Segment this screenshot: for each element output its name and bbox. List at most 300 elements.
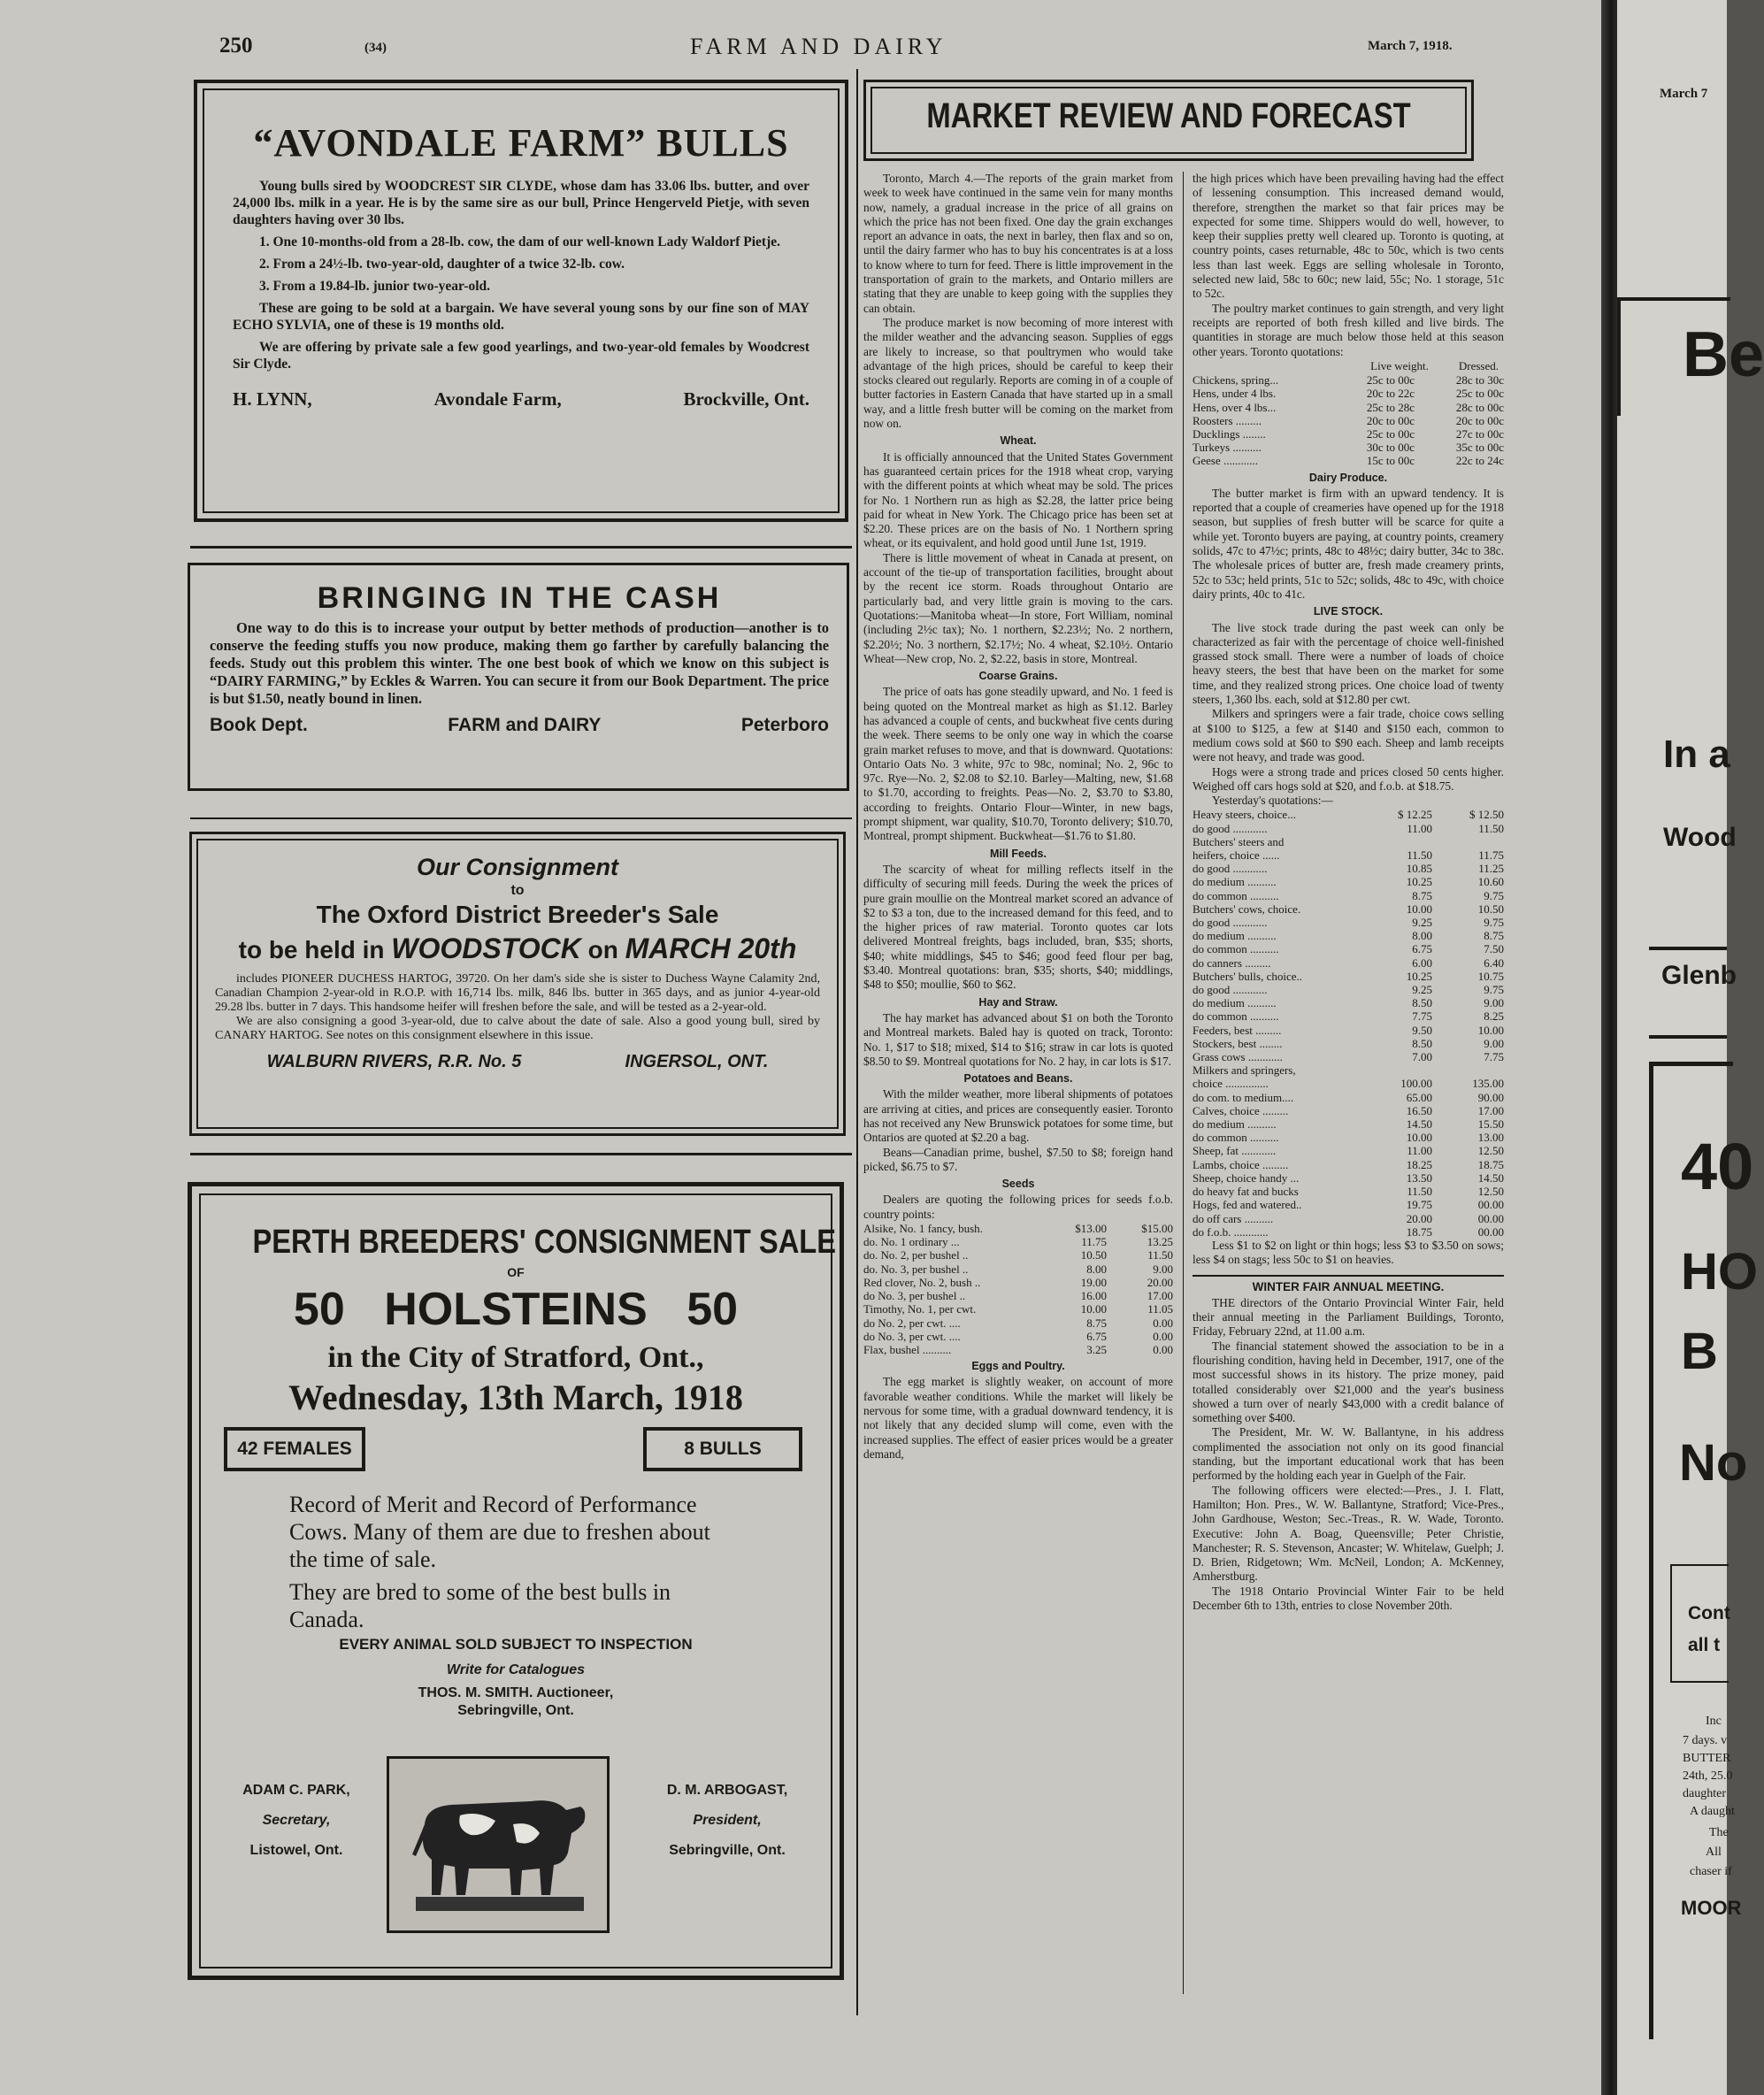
market-column-1 bbox=[863, 172, 1173, 1994]
quote-value: 16.50 bbox=[1406, 1103, 1432, 1117]
quote-value: 135.00 bbox=[1472, 1077, 1504, 1091]
quote-value: 12.50 bbox=[1477, 1185, 1504, 1199]
quote-row bbox=[1193, 1024, 1504, 1037]
right-cont: Cont bbox=[1688, 1603, 1730, 1623]
quote-label: Lambs, choice ......... bbox=[1193, 1157, 1289, 1171]
section-heading: Coarse Grains. bbox=[978, 670, 1058, 683]
section-heading: Hay and Straw. bbox=[978, 995, 1058, 1009]
right-24th: 24th, 25.0 bbox=[1683, 1769, 1733, 1783]
right-a-daughter: A daught bbox=[1690, 1805, 1735, 1818]
quote-value: 10.00 bbox=[1080, 1302, 1107, 1316]
winter-fair-text-1: THE directors of the Ontario Provincial Winter Fair, held their annual meeting in the Parliament Buildings, Toronto, Friday, February 22nd, at 11.00 a.m. bbox=[1193, 1295, 1504, 1339]
quote-value: 14.50 bbox=[1477, 1170, 1504, 1185]
oxford-body-2: We are also consigning a good 3-year-old, due to calve about the date of sale. Also a good young bull, sired by CANARY HARTOG. See notes on this consignment elsewhere in this issue. bbox=[215, 1015, 820, 1042]
quote-label: Grass cows ............ bbox=[1193, 1050, 1283, 1064]
quote-value: 28c to 30c bbox=[1455, 373, 1504, 388]
article-paragraph: The produce market is now becoming of more interest with the milder weather and the advancing season. Supplies of eggs are likely to increase, so that poultrymen who would take advantage of the high prices, should be careful to keep their stocks cleared out regularly. Reports are coming in of a couple of butter factories in Eastern Canada that have started up in a small way, and a little fresh butter will be coming on the market from now on. bbox=[863, 315, 1173, 431]
quote-row bbox=[1193, 1171, 1504, 1185]
quote-value: 9.00 bbox=[1484, 1036, 1504, 1050]
quote-value: 8.00 bbox=[1412, 929, 1432, 943]
oxford-line-2: to bbox=[510, 883, 525, 898]
quote-value: 11.50 bbox=[1147, 1248, 1173, 1262]
column-rule bbox=[1183, 172, 1184, 1994]
quote-row bbox=[1193, 929, 1504, 942]
quote-row bbox=[1193, 996, 1504, 1009]
avondale-ad bbox=[194, 80, 848, 522]
quote-label: Ducklings ........ bbox=[1193, 426, 1266, 441]
quote-row bbox=[863, 1276, 1173, 1289]
quote-label: do f.o.b. ............ bbox=[1193, 1224, 1269, 1239]
quote-value: 9.00 bbox=[1153, 1262, 1173, 1276]
dairy-text: The butter market is firm with an upward tendency. It is reported that a couple of creameries have opened up for the 1918 season, but supplies of fresh butter will be scarce for quite a while yet. Toronto buyers are paying, at country points, creamery solids, 47c to 47½c; prints, 48c to 48½c; dairy butter, 34c to 38c. The wholesale prices of butter are, fresh made creamery prints, 52c to 53c; held prints, 51c to 52c; solids, 48c to 49c, with choice dairy prints, 40c to 41c. bbox=[1193, 486, 1504, 601]
quote-label: do No. 2, per cwt. .... bbox=[863, 1316, 961, 1330]
quote-row bbox=[1193, 1077, 1504, 1090]
cash-sig-mid: FARM and DAIRY bbox=[448, 715, 602, 735]
quote-value: 22c to 24c bbox=[1455, 454, 1504, 468]
divider bbox=[190, 1153, 852, 1155]
quote-row bbox=[1193, 902, 1504, 916]
quote-label: do medium .......... bbox=[1193, 996, 1277, 1010]
quote-label: Flax, bushel .......... bbox=[863, 1342, 952, 1356]
quote-row bbox=[1193, 414, 1504, 427]
quote-value: 10.60 bbox=[1477, 875, 1504, 889]
quote-row bbox=[1193, 1050, 1504, 1063]
quote-value: 25c to 00c bbox=[1455, 387, 1504, 401]
right-chaser: chaser if bbox=[1690, 1865, 1732, 1878]
quote-value: 7.75 bbox=[1484, 1050, 1504, 1064]
oxford-sig-left: WALBURN RIVERS, R.R. No. 5 bbox=[266, 1052, 522, 1071]
quote-label: Calves, choice ......... bbox=[1193, 1103, 1289, 1117]
right-butter: BUTTER bbox=[1683, 1752, 1731, 1765]
article-paragraph: It is officially announced that the United States Government has guaranteed certain prices for the 1918 wheat crop, varying with the different points at which wheat may be sold. The prices for No. 1 Northern run as high as $2.28, the latter price being paid for wheat in New York. The Chicago price has been set at $2.20. These prices are on the basis of No. 1 Northern spring wheat, or its equivalent, and hold good until June 1st, 1919. bbox=[863, 449, 1173, 550]
perth-bulls-box: 8 BULLS bbox=[643, 1427, 802, 1471]
quote-value: 9.25 bbox=[1412, 983, 1432, 997]
right-page-fragment bbox=[1617, 0, 1764, 2095]
page-sub-number: (34) bbox=[364, 41, 387, 55]
quote-value: 13.50 bbox=[1406, 1170, 1432, 1185]
cash-sig-left: Book Dept. bbox=[210, 715, 308, 735]
live-stock-text-1: The live stock trade during the past week can only be characterized as fair with the percentage of choice well-finished grassed stock small. There were a number of loads of choice heavy steers, the best that have been on the market for some time, and they realized strong prices. One choice load of twenty steers, 1,360 lbs. each, sold at $12.80 per cwt. bbox=[1193, 620, 1504, 707]
quote-row bbox=[863, 1248, 1173, 1262]
oxford-line-4b: WOODSTOCK bbox=[391, 932, 581, 964]
quote-value: 11.25 bbox=[1478, 862, 1504, 876]
perth-catalogues: Write for Catalogues bbox=[446, 1662, 586, 1677]
quote-value: 35c to 00c bbox=[1455, 441, 1504, 455]
quote-value: 13.00 bbox=[1477, 1131, 1504, 1145]
quote-value: 19.00 bbox=[1080, 1275, 1107, 1289]
quote-label: heifers, choice ...... bbox=[1193, 848, 1280, 863]
right-all: All bbox=[1706, 1846, 1722, 1859]
cash-sig-right: Peterboro bbox=[740, 715, 829, 735]
quote-row bbox=[1193, 889, 1504, 902]
perth-num-left: 50 bbox=[293, 1284, 345, 1335]
quote-value: 7.75 bbox=[1412, 1009, 1432, 1024]
quote-label: Heavy steers, choice... bbox=[1193, 808, 1296, 822]
quote-label: do com. to medium.... bbox=[1193, 1090, 1294, 1104]
quote-value: 10.85 bbox=[1406, 862, 1432, 876]
quote-value: $13.00 bbox=[1075, 1222, 1107, 1236]
perth-inspection: EVERY ANIMAL SOLD SUBJECT TO INSPECTION bbox=[339, 1636, 693, 1653]
quote-value: 11.50 bbox=[1407, 848, 1432, 863]
perth-of: OF bbox=[507, 1265, 525, 1279]
poultry-table bbox=[1193, 373, 1504, 467]
perth-left-role: Secretary, bbox=[262, 1813, 331, 1828]
oxford-line-3: The Oxford District Breeder's Sale bbox=[316, 901, 719, 928]
quote-row bbox=[1193, 862, 1504, 875]
quote-value: $ 12.25 bbox=[1398, 808, 1432, 822]
oxford-line-4 bbox=[215, 932, 820, 965]
avondale-sig-name: H. LYNN, bbox=[233, 388, 312, 410]
quote-row bbox=[863, 1262, 1173, 1276]
perth-left-place: Listowel, Ont. bbox=[249, 1843, 343, 1858]
perth-num-right: 50 bbox=[686, 1284, 739, 1335]
quote-row bbox=[1193, 1131, 1504, 1144]
quote-label: Milkers and springers, bbox=[1193, 1063, 1296, 1078]
quote-row bbox=[1193, 1144, 1504, 1157]
page-gutter bbox=[1601, 0, 1617, 2095]
quote-value bbox=[1361, 835, 1432, 848]
article-paragraph: The hay market has advanced about $1 on both the Toronto and Montreal markets. Baled hay is quoted on track, Toronto: No. 1, $17 to $18; mixed, $14 to $16; straw in car lots is quoted $8.50 to $9. Montreal quotations for No. 2 hay, in car lots is $17. bbox=[863, 1010, 1173, 1068]
quote-label: Butchers' bulls, choice.. bbox=[1193, 969, 1303, 983]
quote-value: 11.75 bbox=[1478, 848, 1504, 863]
quote-label: do common .......... bbox=[1193, 1009, 1279, 1024]
quote-row bbox=[1193, 983, 1504, 996]
perth-auctioneer-place: Sebringville, Ont. bbox=[457, 1703, 574, 1718]
article-paragraph: The scarcity of wheat for milling reflects itself in the difficulty of securing mill feeds. During the week the prices of pure grain moullie on the Montreal market scored an advance of $2 to $3 a ton, due to the increased demand for this feed, and to the higher prices of raw material. Toronto quotes car lots delivered Montreal freights, bags included, bran, $35; shorts, $40; white middlings, $45 to $46; good feed flour per bag, $3.40. Montreal quotations: bran, $35; shorts, $40; middlings, $48 to $50; moullie, $60 to $62. bbox=[863, 862, 1173, 992]
quote-value: 18.75 bbox=[1477, 1157, 1504, 1171]
column-rule bbox=[856, 69, 858, 2015]
quote-label: Hogs, fed and watered.. bbox=[1193, 1198, 1302, 1212]
issue-date: March 7, 1918. bbox=[1368, 39, 1453, 53]
quote-row bbox=[1193, 1158, 1504, 1171]
live-weight-header: Live weight. bbox=[1370, 358, 1429, 372]
quote-value: 11.05 bbox=[1147, 1302, 1173, 1316]
quote-value: $15.00 bbox=[1141, 1222, 1173, 1236]
quote-value: 3.25 bbox=[1086, 1342, 1107, 1356]
quote-value: 20c to 00c bbox=[1366, 413, 1415, 427]
quote-value: 10.50 bbox=[1080, 1248, 1107, 1262]
right-be: Be bbox=[1683, 319, 1764, 390]
quote-label: do common .......... bbox=[1193, 1131, 1279, 1145]
quote-value: 17.00 bbox=[1147, 1289, 1173, 1303]
quote-row bbox=[1193, 1104, 1504, 1117]
perth-auctioneer: THOS. M. SMITH. Auctioneer, bbox=[418, 1685, 614, 1700]
dressed-header: Dressed. bbox=[1458, 358, 1499, 372]
avondale-para-2: These are going to be sold at a bargain. We have several young sons by our fine son of MAY ECHO SYLVIA, one of these is 19 months old. bbox=[233, 301, 809, 333]
quote-value: 0.00 bbox=[1153, 1316, 1173, 1330]
quote-value: 20.00 bbox=[1147, 1275, 1173, 1289]
quote-value: $ 12.50 bbox=[1469, 808, 1504, 822]
section-heading: Potatoes and Beans. bbox=[963, 1072, 1073, 1086]
quote-value: 10.75 bbox=[1477, 969, 1504, 983]
quote-label: Butchers' cows, choice. bbox=[1193, 902, 1301, 916]
quote-label: do No. 3, per bushel .. bbox=[863, 1289, 966, 1303]
quote-label: do medium .......... bbox=[1193, 929, 1277, 943]
quote-row bbox=[1193, 848, 1504, 862]
article-paragraph: Beans—Canadian prime, bushel, $7.50 to $8; foreign hand picked, $6.75 to $7. bbox=[863, 1145, 1173, 1173]
quote-row bbox=[863, 1316, 1173, 1330]
quote-row bbox=[1193, 916, 1504, 929]
quote-value: 19.75 bbox=[1406, 1198, 1432, 1212]
quote-label: do good ............ bbox=[1193, 983, 1268, 997]
live-stock-text-2: Milkers and springers were a fair trade, choice cows selling at $100 to $125, a few at $140 and $150 each, common to medium cows sold at $60 to $90 each. Sheep and lamb receipts were not heavy, and trade was good. bbox=[1193, 707, 1504, 764]
quote-value: 8.00 bbox=[1086, 1262, 1107, 1276]
winter-fair-text-5: The 1918 Ontario Provincial Winter Fair to be held December 6th to 13th, entries to close November 20th. bbox=[1193, 1584, 1504, 1613]
quote-value: 10.25 bbox=[1406, 969, 1432, 983]
perth-holsteins: HOLSTEINS bbox=[384, 1284, 648, 1335]
quote-row bbox=[1193, 387, 1504, 400]
quote-row bbox=[1193, 441, 1504, 454]
quote-row bbox=[1193, 835, 1504, 848]
oxford-line-4a: to be held in bbox=[238, 936, 385, 963]
right-moor: MOOR bbox=[1681, 1897, 1742, 1919]
quote-label: Chickens, spring... bbox=[1193, 373, 1279, 388]
right-header: March 7 bbox=[1660, 87, 1708, 101]
poultry-table-header bbox=[1193, 359, 1504, 373]
quote-label: do No. 3, per cwt. .... bbox=[863, 1329, 961, 1343]
page-number: 250 bbox=[219, 34, 253, 58]
quote-value: 20c to 22c bbox=[1366, 387, 1415, 401]
article-paragraph: The price of oats has gone steadily upward, and No. 1 feed is being quoted on the Montreal market as high as $1.12. Barley has advanced a couple of cents, and buckwheat five cents during the week. There seems to be only one way in which the coarse grain market refuses to move, and that is downward. Quotations: Ontario Oats No. 3 white, 97c to 98c, nominal; No. 2, 96c to 97c. Rye—No. 2, $2.08 to $2.10. Barley—Malting, new, $1.68 to $1.70, according to freights. Peas—No. 2, $3.70 to $3.80, according to freights. Ontario Flour—Winter, in new bags, prompt shipment, war quality, $10.70, Toronto delivery; $10.70, Montreal, prompt shipment. Buckwheat—$1.76 to $1.80. bbox=[863, 685, 1173, 843]
right-allt: all t bbox=[1688, 1635, 1721, 1655]
quote-label: do good ............ bbox=[1193, 916, 1268, 930]
quote-value: 8.50 bbox=[1412, 1036, 1432, 1050]
quote-value: 30c to 00c bbox=[1366, 441, 1415, 455]
quote-value: 9.50 bbox=[1412, 1023, 1432, 1037]
quote-value: 100.00 bbox=[1400, 1077, 1432, 1091]
quote-value: 13.25 bbox=[1147, 1235, 1173, 1249]
quote-value: 6.00 bbox=[1412, 955, 1432, 970]
quote-value: 11.50 bbox=[1407, 1185, 1432, 1199]
winter-fair-heading: WINTER FAIR ANNUAL MEETING. bbox=[1193, 1275, 1504, 1294]
perth-ad bbox=[188, 1182, 844, 1980]
quote-row bbox=[1193, 1117, 1504, 1131]
perth-city: in the City of Stratford, Ont., bbox=[327, 1341, 704, 1374]
right-ho: HO bbox=[1681, 1243, 1758, 1301]
quote-row bbox=[1193, 956, 1504, 970]
quote-value: 8.75 bbox=[1484, 929, 1504, 943]
quote-value: 10.25 bbox=[1406, 875, 1432, 889]
quote-label: do heavy fat and bucks bbox=[1193, 1185, 1299, 1199]
quote-label: choice ............... bbox=[1193, 1077, 1269, 1091]
quote-value: 8.75 bbox=[1412, 888, 1432, 902]
article-paragraph: There is little movement of wheat in Canada at present, on account of the tie-up of transportation facilities, brought about by the recent ice storm. Roads throughout Ontario are particularly bad, and very little grain is moving to the cars. Quotations:—Manitoba wheat—In store, Fort William, nominal (including 2½c tax); No. 1 northern, $2.23½; No. 2 northern, $2.20½; No. 3 northern, $2.17½; No. 4 wheat, $2.10½. Ontario Wheat—New crop, No. 2, $2.22, basis in store, Montreal. bbox=[863, 550, 1173, 665]
quote-label: do off cars .......... bbox=[1193, 1211, 1274, 1225]
poultry-text: The poultry market continues to gain strength, and very light receipts are reported of both fresh killed and live birds. The quantities in storage are much below those held at this season other years. Toronto quotations: bbox=[1193, 301, 1504, 358]
quote-label: do medium .......... bbox=[1193, 1117, 1277, 1132]
quote-label: do. No. 2, per bushel .. bbox=[863, 1248, 969, 1262]
quote-value: 9.00 bbox=[1484, 996, 1504, 1010]
avondale-item-2: 2. From a 24½-lb. two-year-old, daughter of a twice 32-lb. cow. bbox=[259, 257, 625, 272]
perth-holsteins-line bbox=[210, 1283, 822, 1336]
perth-date: Wednesday, 13th March, 1918 bbox=[288, 1377, 743, 1417]
quote-label: do good ............ bbox=[1193, 862, 1268, 876]
quote-row bbox=[863, 1289, 1173, 1302]
market-column-2 bbox=[1193, 172, 1504, 1994]
quote-value: 9.25 bbox=[1412, 916, 1432, 930]
quote-value: 9.75 bbox=[1484, 888, 1504, 902]
live-stock-text-3: Hogs were a strong trade and prices closed 50 cents higher. Weighed off cars hogs sold at $20, and f.o.b. at $18.75. bbox=[1193, 764, 1504, 793]
cash-ad bbox=[188, 563, 849, 791]
quote-value: 17.00 bbox=[1477, 1103, 1504, 1117]
quote-value: 9.75 bbox=[1484, 983, 1504, 997]
right-40: 40 bbox=[1681, 1130, 1754, 1203]
quote-row bbox=[1193, 942, 1504, 955]
perth-right-name: D. M. ARBOGAST, bbox=[666, 1783, 788, 1798]
right-days: 7 days. v bbox=[1683, 1734, 1728, 1747]
quote-row bbox=[1193, 1225, 1504, 1239]
quote-label: Hens, under 4 lbs. bbox=[1193, 387, 1277, 401]
winter-fair-text-3: The President, Mr. W. W. Ballantyne, in his address complimented the association not only on its good financial standing, but the important educational work that has been performed by the holding each year in Guelph of the Fair. bbox=[1193, 1425, 1504, 1483]
quote-label: do good ............ bbox=[1193, 821, 1268, 835]
quote-value: 11.50 bbox=[1478, 821, 1504, 835]
quote-value: 65.00 bbox=[1406, 1090, 1432, 1104]
quote-value: 6.40 bbox=[1484, 955, 1504, 970]
perth-bred: They are bred to some of the best bulls in Canada. bbox=[289, 1579, 671, 1632]
right-b: B bbox=[1681, 1323, 1718, 1380]
divider bbox=[190, 817, 852, 819]
avondale-item-1: 1. One 10-months-old from a 28-lb. cow, the dam of our well-known Lady Waldorf Pietje. bbox=[259, 234, 781, 249]
quote-row bbox=[1193, 1091, 1504, 1104]
quote-value: 12.50 bbox=[1477, 1144, 1504, 1158]
avondale-sig-place: Brockville, Ont. bbox=[683, 388, 809, 410]
quote-value: 6.75 bbox=[1086, 1329, 1107, 1343]
masthead: FARM AND DAIRY bbox=[690, 34, 947, 59]
cattle-table bbox=[1193, 808, 1504, 1239]
quote-label: Red clover, No. 2, bush .. bbox=[863, 1275, 981, 1289]
quote-row bbox=[1193, 454, 1504, 467]
quote-label: do canners ......... bbox=[1193, 955, 1271, 970]
article-paragraph: With the milder weather, more liberal shipments of potatoes are arriving at cities, and prices are consequently easier. Toronto has not received any New Brunswick potatoes for some time, but Ontarios are quoted at $2.20 a bag. bbox=[863, 1087, 1173, 1145]
quote-value: 0.00 bbox=[1153, 1329, 1173, 1343]
avondale-para-3: We are offering by private sale a few good yearlings, and two-year-old females by Woodcrest Sir Clyde. bbox=[233, 340, 809, 372]
quote-value bbox=[1361, 1063, 1432, 1077]
perth-left-name: ADAM C. PARK, bbox=[242, 1783, 350, 1798]
quote-value: 11.75 bbox=[1081, 1235, 1107, 1249]
quote-label: Turkeys .......... bbox=[1193, 441, 1262, 455]
quote-value: 7.00 bbox=[1412, 1050, 1432, 1064]
quote-label: Stockers, best ........ bbox=[1193, 1036, 1283, 1050]
quote-value: 18.25 bbox=[1406, 1157, 1432, 1171]
divider bbox=[190, 546, 852, 549]
quote-label: do. No. 1 ordinary ... bbox=[863, 1235, 960, 1249]
quote-row bbox=[1193, 1037, 1504, 1050]
quote-row bbox=[1193, 808, 1504, 821]
oxford-sig-right: INGERSOL, ONT. bbox=[625, 1052, 769, 1071]
quote-value: 27c to 00c bbox=[1455, 426, 1504, 441]
quote-value: 14.50 bbox=[1406, 1117, 1432, 1132]
quote-value: 15.50 bbox=[1477, 1117, 1504, 1132]
quote-label: do medium .......... bbox=[1193, 875, 1277, 889]
quote-row bbox=[1193, 373, 1504, 387]
quote-value: 10.00 bbox=[1477, 1023, 1504, 1037]
seeds-table bbox=[863, 1222, 1173, 1356]
right-inc: Inc bbox=[1706, 1715, 1722, 1728]
quote-value: 7.50 bbox=[1484, 942, 1504, 956]
quote-value: 0.00 bbox=[1153, 1342, 1173, 1356]
quote-value: 00.00 bbox=[1477, 1211, 1504, 1225]
quote-row bbox=[1193, 1212, 1504, 1225]
perth-right-place: Sebringville, Ont. bbox=[669, 1843, 786, 1858]
quote-value: 11.00 bbox=[1407, 1144, 1432, 1158]
quote-row bbox=[1193, 970, 1504, 983]
quote-value: 18.75 bbox=[1406, 1224, 1432, 1239]
quote-value: 8.75 bbox=[1086, 1316, 1107, 1330]
quote-label: Sheep, fat ............ bbox=[1193, 1144, 1277, 1158]
quote-value: 8.50 bbox=[1412, 996, 1432, 1010]
quote-row bbox=[1193, 1009, 1504, 1023]
market-title-box bbox=[863, 80, 1474, 161]
perth-females-box: 42 FEMALES bbox=[224, 1427, 365, 1471]
quote-value: 00.00 bbox=[1477, 1224, 1504, 1239]
quote-row bbox=[863, 1330, 1173, 1343]
eggs-continued: the high prices which have been prevailing having had the effect of lessening consumption. This increased demand would, therefore, strengthen the market so that fair prices may be expected for some time. Shippers would do well, however, to keep their supplies pretty well cleared up. Toronto is quoting, at country points, cases returnable, 48c to 50c, which is two cents less than last week. Eggs are selling wholesale in Toronto, selected new laid, 58c to 60c; new laid, 55c; No. 1 storage, 51c to 52c. bbox=[1193, 172, 1504, 301]
oxford-body-1: includes PIONEER DUCHESS HARTOG, 39720. On her dam's side she is sister to Duchess Wayne Calamity 2nd, Canadian Champion 2-year-old in R.O.P. with 16,714 lbs. milk, 846 lbs. butter in 365 days, and as junior 4-year-old 29.28 lbs. butter in 7 days. This handsome heifer will freshen before the sale, and will be tested as a 2-year-old. bbox=[215, 972, 820, 1014]
winter-fair-text-2: The financial statement showed the association to be in a flourishing condition, having held in December, 1917, one of the most successful shows in its history. The prize money, paid totalled considerably over $21,000 and the year's business showed a turn over of nearly $43,000 with a credit balance of something over $400. bbox=[1193, 1339, 1504, 1425]
avondale-item-3: 3. From a 19.84-lb. junior two-year-old. bbox=[259, 279, 491, 294]
quote-label: do common .......... bbox=[1193, 888, 1279, 902]
perth-title: PERTH BREEDERS' CONSIGNMENT SALE bbox=[252, 1224, 837, 1261]
market-title: MARKET REVIEW AND FORECAST bbox=[926, 96, 1411, 135]
eggs-heading: Eggs and Poultry. bbox=[971, 1360, 1065, 1373]
cash-body: One way to do this is to increase your output by better methods of production—another is to conserve the feeding stuffs you now produce, making them go farther by carefully balancing the feeds. Study out this problem this winter. The one best book of which we know on this subject is “DAIRY FARMING,” by Eckles & Warren. You can secure it from our Book Department. The price is but $1.50, neatly bound in linen. bbox=[210, 619, 829, 707]
quote-value: 10.50 bbox=[1477, 902, 1504, 916]
quote-value: 25c to 00c bbox=[1366, 426, 1415, 441]
quote-row bbox=[1193, 1063, 1504, 1077]
quote-value: 15c to 00c bbox=[1366, 454, 1415, 468]
quote-row bbox=[1193, 401, 1504, 414]
quote-value: 25c to 28c bbox=[1366, 400, 1415, 414]
quote-value: 11.00 bbox=[1407, 821, 1432, 835]
avondale-sig-farm: Avondale Farm, bbox=[433, 388, 562, 410]
quote-value: 20.00 bbox=[1406, 1211, 1432, 1225]
live-stock-heading: LIVE STOCK. bbox=[1313, 605, 1384, 618]
quote-row bbox=[1193, 1185, 1504, 1198]
holstein-cow-icon bbox=[398, 1771, 598, 1922]
cow-illustration bbox=[387, 1756, 610, 1933]
quote-label: Hens, over 4 lbs... bbox=[1193, 400, 1277, 414]
quote-row bbox=[1193, 822, 1504, 835]
cash-title: BRINGING IN THE CASH bbox=[317, 581, 722, 615]
quote-row bbox=[1193, 1198, 1504, 1211]
quote-row bbox=[1193, 427, 1504, 441]
quote-value: 8.25 bbox=[1484, 1009, 1504, 1024]
section-heading: Mill Feeds. bbox=[990, 847, 1047, 860]
quote-label: Timothy, No. 1, per cwt. bbox=[863, 1302, 977, 1316]
perth-merit: Record of Merit and Record of Performance Cows. Many of them are due to freshen about the time of sale. bbox=[289, 1492, 710, 1572]
winter-fair-text-4: The following officers were elected:—Pres., J. I. Flatt, Hamilton; Hon. Pres., W. W. Ballantyne, Stratford; Vice-Pres., John Gardhouse, Weston; Sec.-Treas., R. W. Wade, Toronto. Executive: John A. Boag, Queensville; Peter Christie, Manchester; R. S. Stevenson, Ancaster; W. Whitelaw, Guelph; J. D. Brien, Ridgetown; Wm. McNeil, London; A. McKenney, Amherstburg. bbox=[1193, 1483, 1504, 1584]
section-heading: Seeds bbox=[1001, 1178, 1035, 1191]
right-wood: Wood bbox=[1663, 823, 1737, 852]
quote-value: 90.00 bbox=[1477, 1090, 1504, 1104]
oxford-line-1: Our Consignment bbox=[417, 854, 618, 880]
oxford-line-4c: on bbox=[587, 936, 618, 963]
eggs-text: The egg market is slightly weaker, on account of more favorable weather conditions. While the market will likely be nervous for some time, with a gradual downward tendency, it is not likely that any decided slump will come, even with the increased supplies. The effect of easier prices would be a greater demand, bbox=[863, 1375, 1173, 1461]
quote-value: 16.00 bbox=[1080, 1289, 1107, 1303]
avondale-intro: Young bulls sired by WOODCREST SIR CLYDE, whose dam has 33.06 lbs. butter, and over 24,000 lbs. milk in a year. He is by the same sire as our bull, Prince Hengerveld Pietje, with seven daughters having over 30 lbs. bbox=[233, 179, 809, 227]
quote-value: 9.75 bbox=[1484, 916, 1504, 930]
perth-right-role: President, bbox=[693, 1813, 762, 1828]
right-in-a: In a bbox=[1663, 733, 1730, 776]
quote-value: 6.75 bbox=[1412, 942, 1432, 956]
right-the: The bbox=[1709, 1826, 1729, 1839]
right-no: No bbox=[1679, 1434, 1748, 1492]
quote-row bbox=[863, 1235, 1173, 1248]
quote-value: 10.00 bbox=[1406, 1131, 1432, 1145]
quote-label: do common .......... bbox=[1193, 942, 1279, 956]
quote-value: 28c to 00c bbox=[1455, 400, 1504, 414]
dairy-heading: Dairy Produce. bbox=[1308, 471, 1388, 484]
